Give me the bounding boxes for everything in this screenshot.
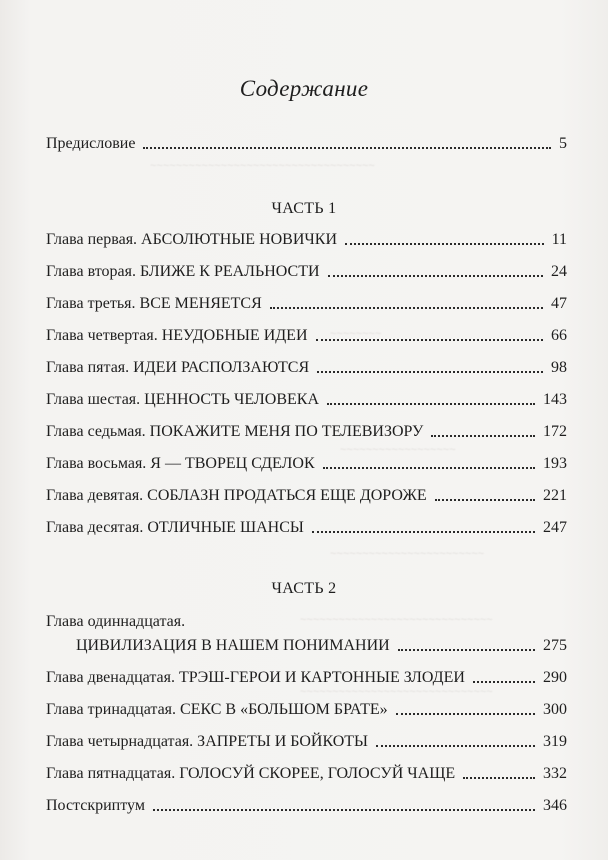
- toc-entry-label-line1[interactable]: Глава одиннадцатая.: [46, 613, 186, 630]
- dot-leader: [328, 275, 543, 277]
- toc-entry[interactable]: [46, 698, 567, 720]
- dot-leader: [316, 339, 544, 341]
- dot-leader: [327, 403, 535, 405]
- toc-entry-label: Глава двенадцатая. ТРЭШ-ГЕРОИ И КАРТОННЫЕ ЗЛОДЕИ: [46, 669, 465, 686]
- toc-entry-page: 193: [543, 455, 567, 472]
- toc-entry-page: 346: [543, 797, 567, 814]
- toc-entry[interactable]: [46, 260, 567, 282]
- toc-entry[interactable]: [46, 132, 567, 154]
- toc-entry-label: Глава пятая. ИДЕИ РАСПОЛЗАЮТСЯ: [46, 359, 310, 376]
- toc-entry-label: Глава четырнадцатая. ЗАПРЕТЫ И БОЙКОТЫ: [46, 733, 368, 750]
- dot-leader: [143, 147, 551, 149]
- toc-entry[interactable]: [46, 228, 567, 250]
- part-heading: ЧАСТЬ 2: [271, 580, 337, 597]
- toc-entry-page: 290: [543, 669, 567, 686]
- toc-entry-page: 172: [543, 423, 567, 440]
- toc-entry-label: Глава первая. АБСОЛЮТНЫЕ НОВИЧКИ: [46, 231, 338, 248]
- toc-entry-label: Глава десятая. ОТЛИЧНЫЕ ШАНСЫ: [46, 519, 304, 536]
- toc-entry-label: Глава тринадцатая. СЕКС В «БОЛЬШОМ БРАТЕ»: [46, 701, 388, 718]
- toc-entry[interactable]: [46, 356, 567, 378]
- dot-leader: [317, 371, 543, 373]
- toc-entry-label: Постскриптум: [46, 797, 145, 814]
- toc-entry[interactable]: [46, 420, 567, 442]
- dot-leader: [323, 467, 535, 469]
- toc-entry-page: 98: [551, 359, 567, 376]
- toc-entry[interactable]: [76, 634, 567, 656]
- toc-entry[interactable]: [46, 324, 567, 346]
- toc-entry[interactable]: [46, 388, 567, 410]
- dot-leader: [270, 307, 543, 309]
- toc-entry-label: Глава седьмая. ПОКАЖИТЕ МЕНЯ ПО ТЕЛЕВИЗОРУ: [46, 423, 424, 440]
- toc-entry-page: 319: [543, 733, 567, 750]
- toc-entry-page: 47: [551, 295, 567, 312]
- toc-entry[interactable]: [46, 484, 567, 506]
- dot-leader: [345, 243, 544, 245]
- dot-leader: [396, 713, 535, 715]
- toc-entry[interactable]: [46, 794, 567, 816]
- dot-leader: [153, 809, 535, 811]
- toc-entry[interactable]: [46, 292, 567, 314]
- show-through: ~~~~~~~~~~~~~~~~~~~~~~~~~~~~~~: [300, 614, 493, 626]
- dot-leader: [431, 435, 535, 437]
- toc-entry-page: 11: [551, 231, 567, 248]
- part-heading: ЧАСТЬ 1: [271, 200, 337, 217]
- toc-entry[interactable]: [46, 762, 567, 784]
- toc-entry[interactable]: [46, 730, 567, 752]
- show-through: ~~~~~~~~~~~~~~~~~~~~~~~~: [330, 548, 485, 560]
- toc-entry-label: Глава третья. ВСЕ МЕНЯЕТСЯ: [46, 295, 262, 312]
- dot-leader: [473, 681, 535, 683]
- toc-entry-label: Глава шестая. ЦЕННОСТЬ ЧЕЛОВЕКА: [46, 391, 320, 408]
- toc-entry-page: 66: [551, 327, 567, 344]
- show-through: ~~~~~~~~~~~~~~~~~~~~~~~~~~~~~~~~~~~: [150, 160, 375, 172]
- toc-entry-page: 300: [543, 701, 567, 718]
- dot-leader: [463, 777, 535, 779]
- dot-leader: [435, 499, 535, 501]
- toc-entry-label: Предисловие: [46, 135, 136, 152]
- toc-entry-label: Глава восьмая. Я — ТВОРЕЦ СДЕЛОК: [46, 455, 315, 472]
- toc-entry-label: ЦИВИЛИЗАЦИЯ В НАШЕМ ПОНИМАНИИ: [76, 637, 390, 654]
- dot-leader: [312, 531, 535, 533]
- contents-heading: Содержание: [239, 76, 369, 101]
- toc-entry-page: 5: [559, 135, 567, 152]
- toc-entry-label: Глава девятая. СОБЛАЗН ПРОДАТЬСЯ ЕЩЕ ДОРОЖЕ: [46, 487, 427, 504]
- dot-leader: [376, 745, 535, 747]
- toc-entry-page: 247: [543, 519, 567, 536]
- toc-entry[interactable]: [46, 516, 567, 538]
- show-through: ~~~~~~~~: [330, 328, 382, 340]
- toc-entry-page: 221: [543, 487, 567, 504]
- dot-leader: [398, 649, 535, 651]
- toc-entry-label: Глава пятнадцатая. ГОЛОСУЙ СКОРЕЕ, ГОЛОСУЙ ЧАЩЕ: [46, 765, 456, 782]
- show-through: ~~~~~~~~~~~~~~~~~~~~~~~~~~~~~~: [300, 686, 493, 698]
- toc-entry-page: 275: [543, 637, 567, 654]
- toc-entry-label: Глава вторая. БЛИЖЕ К РЕАЛЬНОСТИ: [46, 263, 320, 280]
- toc-entry-page: 332: [543, 765, 567, 782]
- toc-entry-label: Глава четвертая. НЕУДОБНЫЕ ИДЕИ: [46, 327, 308, 344]
- toc-entry-page: 24: [551, 263, 567, 280]
- toc-entry[interactable]: [46, 666, 567, 688]
- show-through: ~~~~~~~~~~~~~~~~~~: [340, 444, 456, 456]
- toc-entry-page: 143: [543, 391, 567, 408]
- toc-entry[interactable]: [46, 452, 567, 474]
